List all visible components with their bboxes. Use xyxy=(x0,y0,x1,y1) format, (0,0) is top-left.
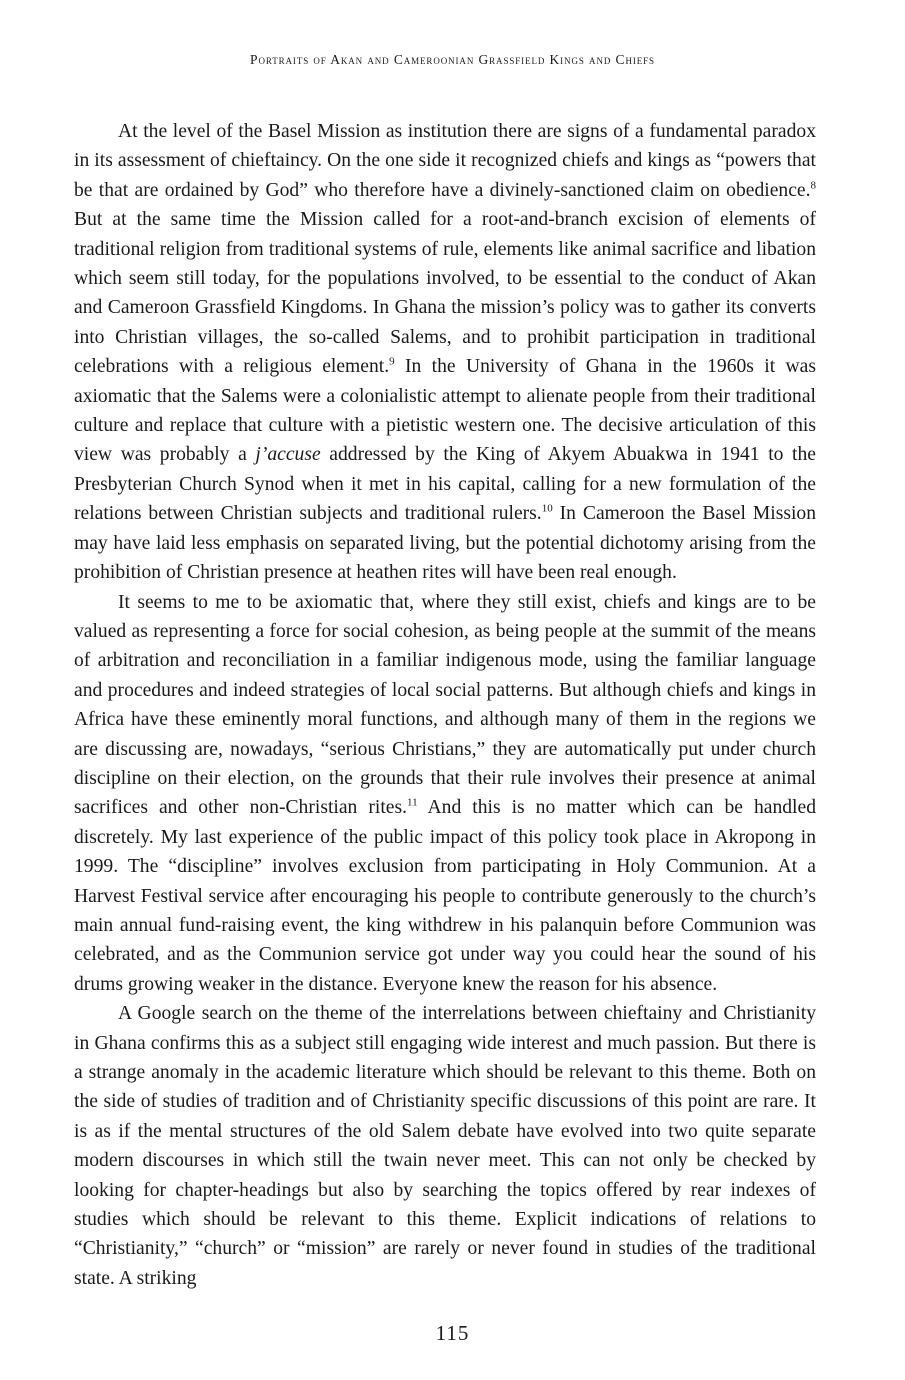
paragraph-1-text: In Cameroon the Basel Mission may have laid less emphasis on separated living, but the potential dichotomy arising from the prohibition of Christian presence at heathen rites will have been real enough. xyxy=(74,503,816,584)
paragraph-1-text: At the level of the Basel Mission as institution there are signs of a fundamental paradox in its assessment of chieftaincy. On the one side it recognized chiefs and kings as “powers that be that are ordained by God” who therefore have a divinely-sanctioned claim on obedience. xyxy=(74,121,816,201)
paragraph-2 xyxy=(74,588,816,1000)
body-text xyxy=(74,117,816,1293)
paragraph-1-text: But at the same time the Mission called for a root-and-branch excision of elements of traditional religion from traditional systems of rule, elements like animal sacrifice and libation which seem still today, for the populations involved, to be essential to the conduct of Akan and Cameroon Grassfield Kingdoms. In Ghana the mission’s policy was to gather its converts into Christian villages, the so-called Salems, and to prohibit participation in traditional celebrations with a religious element. xyxy=(74,209,816,378)
paragraph-3 xyxy=(74,999,816,1293)
footnote-ref-9: 9 xyxy=(389,355,395,368)
paragraph-2-text: It seems to me to be axiomatic that, where they still exist, chiefs and kings are to be valued as representing a force for social cohesion, as being people at the summit of the means of arbitration and reconciliation in a familiar indigenous mode, using the familiar language and procedures and indeed strategies of local social patterns. But although chiefs and kings in Africa have these eminently moral functions, and although many of them in the regions we are discussing are, nowadays, “serious Christians,” they are automatically put under church discipline on their election, on the grounds that their rule involves their presence at animal sacrifices and other non-Christian rites. xyxy=(74,591,816,819)
running-head: Portraits of Akan and Cameroonian Grassfield Kings and Chiefs xyxy=(250,52,655,67)
footnote-ref-8: 8 xyxy=(810,179,816,192)
paragraph-2-text: And this is no matter which can be handled discretely. My last experience of the public impact of this policy took place in Akropong in 1999. The “discipline” involves exclusion from participating in Holy Communion. At a Harvest Festival service after encouraging his people to contribute generously to the church’s main annual fund-raising event, the king withdrew in his palanquin before Communion was celebrated, and as the Communion service got under way you could hear the sound of his drums growing weaker in the distance. Everyone knew the reason for his absence. xyxy=(74,797,816,995)
italic-term: j’accuse xyxy=(255,444,321,466)
paragraph-1-text: In the University of Ghana in the 1960s it was axiomatic that the Salems were a colonialistic attempt to alienate people from their traditional culture and replace that culture with a pietistic western one. The decisive articulation of this view was probably a xyxy=(74,356,816,466)
footnote-ref-10: 10 xyxy=(541,502,553,515)
footnote-ref-11: 11 xyxy=(406,796,418,809)
paragraph-1-text: addressed by the King of Akyem Abuakwa in 1941 to the Presbyterian Church Synod when it met in his capital, calling for a new formulation of the relations between Christian subjects and traditional rulers. xyxy=(74,444,816,525)
page-number: 115 xyxy=(435,1321,470,1345)
paragraph-3-text: A Google search on the theme of the interrelations between chieftainy and Christianity in Ghana confirms this as a subject still engaging wide interest and much passion. But there is a strange anomaly in the academic literature which should be relevant to this theme. Both on the side of studies of tradition and of Christianity specific discussions of this point are rare. It is as if the mental structures of the old Salem debate have evolved into two quite separate modern discourses in which still the twain never meet. This can not only be checked by looking for chapter-headings but also by searching the topics offered by rear indexes of studies which should be relevant to this theme. Explicit indications of relations to “Christianity,” “church” or “mission” are rarely or never found in studies of the traditional state. A striking xyxy=(74,1003,816,1289)
paragraph-1 xyxy=(74,117,816,588)
